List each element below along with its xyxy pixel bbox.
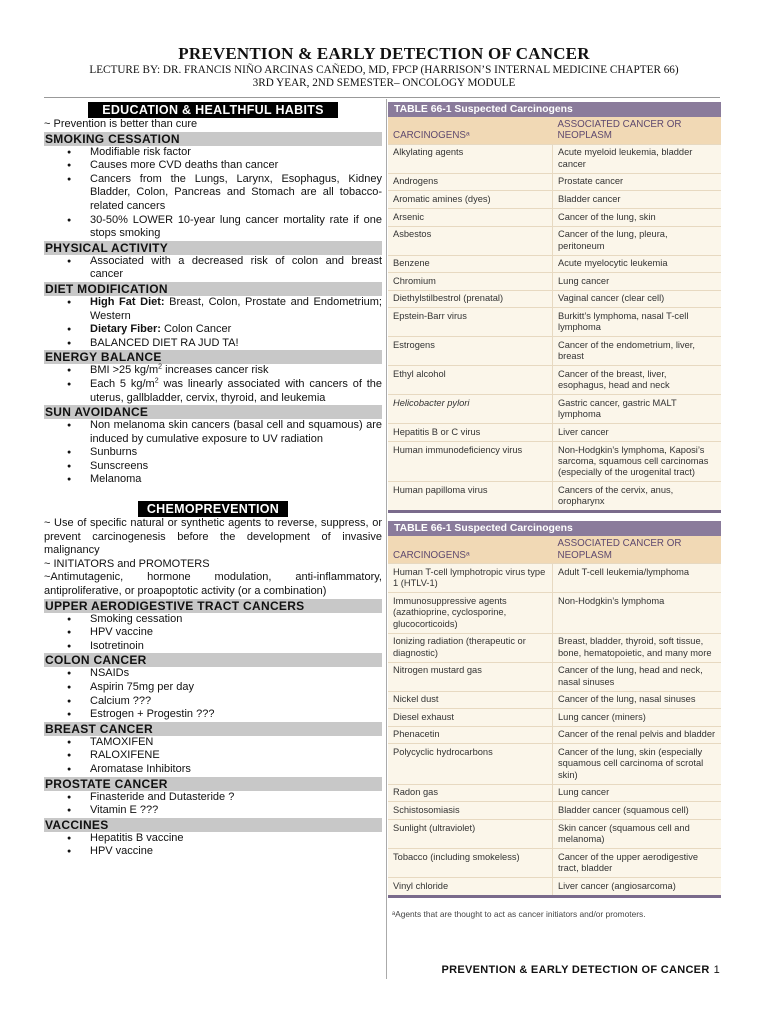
cell-carcinogen: Ethyl alcohol (388, 366, 553, 395)
table-row (388, 819, 721, 848)
list-item: ● Modifiable risk factor (90, 146, 382, 160)
table-row (388, 784, 721, 802)
cell-cancer: Non-Hodgkin’s lymphoma, Kaposi’s sarcoma, squamous cell carcinomas (especially of the urogenital tract) (553, 441, 722, 481)
list-item: ● Estrogen + Progestin ??? (90, 708, 382, 722)
chemo-intro-2: ~ INITIATORS and PROMOTERS (44, 557, 210, 570)
table-row (388, 191, 721, 209)
diet-heading: DIET MODIFICATION (44, 282, 382, 296)
cell-cancer: Cancer of the breast, liver, esophagus, head and neck (553, 366, 722, 395)
cell-carcinogen: Nickel dust (388, 691, 553, 709)
smoking-heading: SMOKING CESSATION (44, 132, 382, 146)
physical-list (44, 255, 382, 282)
table-row (388, 337, 721, 366)
cell-cancer: Prostate cancer (553, 173, 722, 191)
cell-cancer: Adult T-cell leukemia/lymphoma (553, 564, 722, 593)
table-row (388, 726, 721, 744)
cell-cancer: Cancer of the renal pelvis and bladder (553, 726, 722, 744)
upper-aero-list (44, 613, 382, 654)
list-item: ● Sunburns (90, 446, 382, 460)
table-row (388, 226, 721, 255)
table-title: TABLE 66-1 Suspected Carcinogens (388, 102, 721, 117)
list-item: ● TAMOXIFEN (90, 736, 382, 750)
table-row (388, 144, 721, 173)
cell-carcinogen: Diesel exhaust (388, 709, 553, 727)
list-item: ● Sunscreens (90, 460, 382, 474)
cell-cancer: Acute myeloid leukemia, bladder cancer (553, 144, 722, 173)
list-item (90, 364, 382, 378)
table-row (388, 366, 721, 395)
cell-carcinogen: Tobacco (including smokeless) (388, 848, 553, 877)
table-row (388, 273, 721, 291)
chemo-intro-3: ~Antimutagenic, hormone modulation, anti-inflammatory, antiproliferative, or proapoptotic activity (or a combination) (44, 571, 382, 598)
table-row (388, 290, 721, 308)
cell-cancer: Acute myelocytic leukemia (553, 255, 722, 273)
cell-carcinogen: Epstein-Barr virus (388, 308, 553, 337)
cell-carcinogen: Alkylating agents (388, 144, 553, 173)
table-row (388, 482, 721, 511)
list-item: ● Associated with a decreased risk of colon and breast cancer (90, 255, 382, 282)
page-number: 1 (713, 964, 720, 976)
cell-cancer: Breast, bladder, thyroid, soft tissue, bone, hematopoietic, and many more (553, 633, 722, 662)
table-row (388, 173, 721, 191)
upper-aero-heading: UPPER AERODIGESTIVE TRACT CANCERS (44, 599, 382, 613)
cell-carcinogen: Aromatic amines (dyes) (388, 191, 553, 209)
list-item: ● Smoking cessation (90, 613, 382, 627)
left-column (44, 102, 382, 859)
list-item (90, 323, 382, 337)
cell-carcinogen: Androgens (388, 173, 553, 191)
table-grid (388, 536, 721, 894)
col-header-cancer: ASSOCIATED CANCER OR NEOPLASM (553, 117, 722, 144)
item-text: Colon Cancer (160, 323, 232, 336)
list-item: ● Melanoma (90, 473, 382, 487)
col-header-carcinogens: CARCINOGENSᵃ (388, 117, 553, 144)
cell-cancer: Cancer of the lung, head and neck, nasal sinuses (553, 662, 722, 691)
table-body (388, 564, 721, 895)
footer-title: PREVENTION & EARLY DETECTION OF CANCER (441, 964, 710, 976)
prostate-list (44, 791, 382, 818)
colon-list (44, 667, 382, 721)
page-header (0, 44, 768, 90)
cell-carcinogen: Nitrogen mustard gas (388, 662, 553, 691)
item-text: Breast, Colon, Prostate and Endometrium; Western (90, 295, 382, 322)
table-grid (388, 117, 721, 510)
smoking-list (44, 146, 382, 241)
cell-cancer: Cancer of the upper aerodigestive tract, bladder (553, 848, 722, 877)
sun-heading: SUN AVOIDANCE (44, 405, 382, 419)
table-footnote: ᵃAgents that are thought to act as cancer initiators and/or promoters. (388, 906, 724, 919)
cell-carcinogen: Hepatitis B or C virus (388, 424, 553, 442)
list-item: ● Causes more CVD deaths than cancer (90, 159, 382, 173)
page-footer (441, 964, 720, 976)
lecturer-line: LECTURE BY: DR. FRANCIS NIÑO ARCINAS CAÑEDO, MD, FPCP (HARRISON’S INTERNAL MEDICINE CHAPTER 66) (89, 64, 679, 76)
list-item: ● Isotretinoin (90, 640, 382, 654)
cell-carcinogen: Human immunodeficiency virus (388, 441, 553, 481)
colon-heading: COLON CANCER (44, 653, 382, 667)
breast-list (44, 736, 382, 777)
cell-cancer: Lung cancer (553, 784, 722, 802)
col-header-cancer: ASSOCIATED CANCER OR NEOPLASM (553, 536, 722, 563)
cell-carcinogen: Benzene (388, 255, 553, 273)
table-row (388, 877, 721, 894)
cell-carcinogen: Polycyclic hydrocarbons (388, 744, 553, 784)
cell-cancer: Cancer of the lung, skin (553, 209, 722, 227)
table-row (388, 848, 721, 877)
superscript: 2 (154, 377, 159, 385)
cell-carcinogen: Arsenic (388, 209, 553, 227)
cell-carcinogen: Immunosuppressive agents (azathioprine, cyclosporine, glucocorticoids) (388, 593, 553, 633)
cell-cancer: Cancers of the cervix, anus, oropharynx (553, 482, 722, 511)
cell-carcinogen: Sunlight (ultraviolet) (388, 819, 553, 848)
table-row (388, 424, 721, 442)
table-row (388, 564, 721, 593)
cell-cancer: Liver cancer (553, 424, 722, 442)
vaccines-heading: VACCINES (44, 818, 382, 832)
table-row (388, 633, 721, 662)
list-item: ● Vitamin E ??? (90, 804, 382, 818)
cell-cancer: Cancer of the lung, pleura, peritoneum (553, 226, 722, 255)
list-item: ● Aromatase Inhibitors (90, 763, 382, 777)
cell-cancer: Non-Hodgkin’s lymphoma (553, 593, 722, 633)
header-divider (44, 97, 720, 98)
list-item: ● RALOXIFENE (90, 749, 382, 763)
energy-list (44, 364, 382, 405)
chemo-banner: CHEMOPREVENTION (138, 501, 288, 517)
education-intro: ~ Prevention is better than cure (44, 118, 198, 130)
superscript: 2 (158, 363, 163, 371)
list-item: ● HPV vaccine (90, 845, 382, 859)
carcinogen-table-2 (388, 521, 721, 897)
semester-line: 3RD YEAR, 2ND SEMESTER– ONCOLOGY MODULE (252, 77, 516, 89)
vaccines-list (44, 832, 382, 859)
prostate-heading: PROSTATE CANCER (44, 777, 382, 791)
education-banner: EDUCATION & HEALTHFUL HABITS (88, 102, 338, 118)
item-text: BMI >25 kg/m (90, 364, 159, 377)
cell-carcinogen: Vinyl chloride (388, 877, 553, 894)
list-item: ● Cancers from the Lungs, Larynx, Esophagus, Kidney Bladder, Colon, Pancreas and Stomach are all tobacco-related cancers (90, 173, 382, 214)
item-text: increases cancer risk (162, 364, 269, 377)
list-item (90, 296, 382, 323)
cell-cancer: Burkitt’s lymphoma, nasal T-cell lymphoma (553, 308, 722, 337)
list-item: ● Aspirin 75mg per day (90, 681, 382, 695)
column-divider (386, 99, 387, 979)
cell-cancer: Skin cancer (squamous cell and melanoma) (553, 819, 722, 848)
sun-list (44, 419, 382, 487)
table-row (388, 802, 721, 820)
cell-carcinogen: Diethylstilbestrol (prenatal) (388, 290, 553, 308)
cell-carcinogen: Asbestos (388, 226, 553, 255)
cell-cancer: Vaginal cancer (clear cell) (553, 290, 722, 308)
physical-heading: PHYSICAL ACTIVITY (44, 241, 382, 255)
item-label: High Fat Diet: (90, 295, 165, 308)
cell-cancer: Bladder cancer (553, 191, 722, 209)
table-row (388, 209, 721, 227)
list-item: ● HPV vaccine (90, 626, 382, 640)
table-title: TABLE 66-1 Suspected Carcinogens (388, 521, 721, 536)
cell-carcinogen: Phenacetin (388, 726, 553, 744)
list-item: ● BALANCED DIET RA JUD TA! (90, 337, 382, 351)
table-row (388, 255, 721, 273)
cell-carcinogen: Human T-cell lymphotropic virus type 1 (HTLV-1) (388, 564, 553, 593)
cell-carcinogen: Schistosomiasis (388, 802, 553, 820)
cell-carcinogen: Chromium (388, 273, 553, 291)
cell-cancer: Liver cancer (angiosarcoma) (553, 877, 722, 894)
table-row (388, 662, 721, 691)
table-row (388, 691, 721, 709)
list-item (90, 378, 382, 405)
cell-carcinogen: Human papilloma virus (388, 482, 553, 511)
table-row (388, 744, 721, 784)
col-header-carcinogens: CARCINOGENSᵃ (388, 536, 553, 563)
energy-heading: ENERGY BALANCE (44, 350, 382, 364)
table-row (388, 709, 721, 727)
item-text: Each 5 kg/m (90, 377, 155, 390)
cell-cancer: Lung cancer (553, 273, 722, 291)
table-body (388, 144, 721, 510)
item-label: Dietary Fiber: (90, 323, 161, 336)
cell-cancer: Lung cancer (miners) (553, 709, 722, 727)
table-row (388, 441, 721, 481)
table-row (388, 308, 721, 337)
item-text: was linearly associated with cancers of the uterus, gallbladder, cervix, thyroid, and leukemia (90, 377, 382, 404)
cell-cancer: Cancer of the endometrium, liver, breast (553, 337, 722, 366)
cell-carcinogen: Helicobacter pylori (388, 395, 553, 424)
list-item: ● Hepatitis B vaccine (90, 832, 382, 846)
carcinogen-table-1 (388, 102, 721, 513)
breast-heading: BREAST CANCER (44, 722, 382, 736)
chemo-intro-1: ~ Use of specific natural or synthetic agents to reverse, suppress, or prevent carcinogenesis before the development of invasive malignancy (44, 517, 382, 557)
right-column (388, 102, 724, 919)
list-item: ● NSAIDs (90, 667, 382, 681)
cell-cancer: Bladder cancer (squamous cell) (553, 802, 722, 820)
diet-list (44, 296, 382, 350)
cell-cancer: Cancer of the lung, nasal sinuses (553, 691, 722, 709)
table-row (388, 593, 721, 633)
list-item: ● Non melanoma skin cancers (basal cell and squamous) are induced by cumulative exposure to UV radiation (90, 419, 382, 446)
list-item: ● Finasteride and Dutasteride ? (90, 791, 382, 805)
page-title: PREVENTION & EARLY DETECTION OF CANCER (178, 44, 590, 63)
cell-cancer: Cancer of the lung, skin (especially squamous cell carcinoma of scrotal skin) (553, 744, 722, 784)
cell-carcinogen: Radon gas (388, 784, 553, 802)
list-item: ● Calcium ??? (90, 695, 382, 709)
list-item: ● 30-50% LOWER 10-year lung cancer mortality rate if one stops smoking (90, 214, 382, 241)
cell-cancer: Gastric cancer, gastric MALT lymphoma (553, 395, 722, 424)
table-row (388, 395, 721, 424)
cell-carcinogen: Estrogens (388, 337, 553, 366)
cell-carcinogen: Ionizing radiation (therapeutic or diagnostic) (388, 633, 553, 662)
